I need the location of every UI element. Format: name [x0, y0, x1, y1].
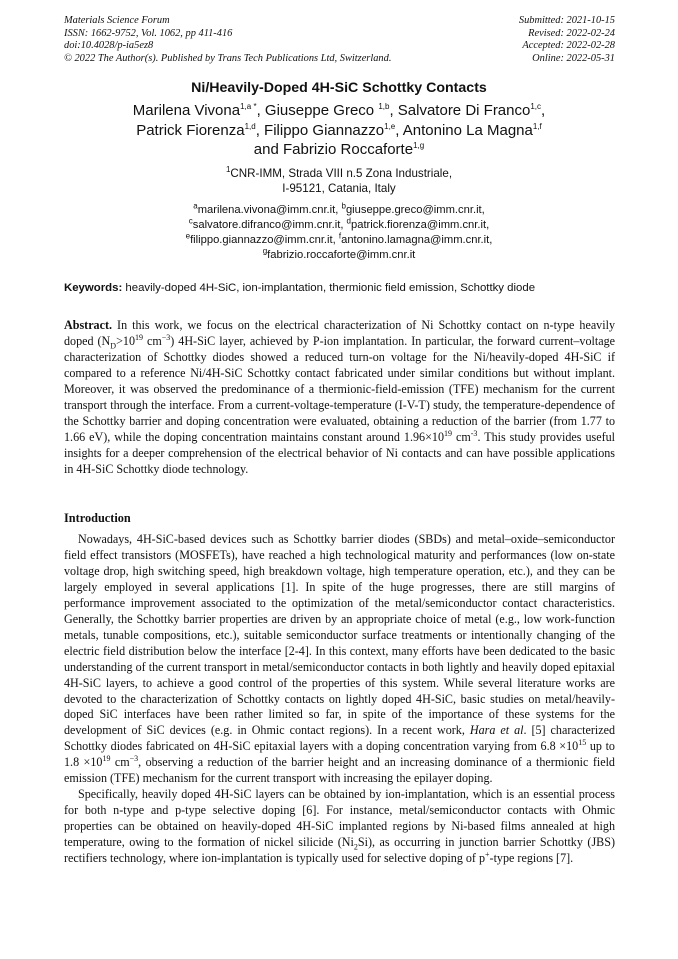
paragraph-text: Nowadays, 4H-SiC-based devices such as Schottky barrier diodes (SBDs) and metal–oxide–semiconductor field effect transistors (MOSFETs), have reached a high technological maturity and performances (low on-state voltage drop, high switching speed, high breakdown voltage, high temperature operation, etc.), and they can be largely employed in several applications [1]. In spite of the huge progresses, there are still margins of performance improvement associated to the optimization of the metal/semiconductor contact characteristics. Generally, the Schottky barrier properties are driven by an appropriate choice of metal (e.g., low work-function metals, tunable compositions, etc.), suitable semiconductor surface treatments or intentionally changing of the electric field distribution below the interface [2-4]. In this context, many efforts have been dedicated to the basic understanding of the current transport in metal/semiconductor contacts in both lightly and heavily doped epitaxial 4H-SiC layers, to achieve a good control of the properties of this system. While several literature works are devoted to the characterization of Schottky contacts on lightly doped 4H-SiC, basic studies on metal/heavily-doped SiC interfaces have been rather limited so far, in spite of the importance of these systems for the development of SiC devices (e.g. in Ohmic contact regions). In a recent work,: [64, 532, 615, 738]
email-link[interactable]: fabrizio.roccaforte@imm.cnr.it: [267, 248, 416, 261]
abstract-label: Abstract.: [64, 318, 113, 332]
email-mark: b: [341, 201, 346, 211]
keywords-label: Keywords:: [64, 282, 123, 294]
journal-issn: ISSN: 1662-9752, Vol. 1062, pp 411-416: [64, 27, 233, 39]
author-affiliation-mark: 1,c: [530, 102, 542, 111]
paragraph-text: up to 1.8 ×10: [64, 739, 615, 770]
abstract-text: . This study provides useful insights for a deeper comprehension of the electrical behavior of Ni contacts and can have possible applications in 4H-SiC Schottky diode technology.: [64, 429, 615, 476]
date-revised: Revised: 2022-02-24: [528, 27, 615, 39]
superscript: −3: [129, 754, 139, 764]
author-name: Salvatore Di Franco: [397, 102, 531, 119]
author-name: Marilena Vivona: [132, 102, 241, 119]
paragraph-text: cm: [110, 755, 130, 770]
email-mark: c: [188, 216, 193, 226]
paragraph-text: . [5] characterized Schottky diodes fabricated on 4H-SiC epitaxial layers with a doping concentration varying from 6.8 ×10: [64, 723, 615, 754]
author-name: Antonino La Magna: [402, 121, 533, 139]
author-affiliation-mark: 1,b: [378, 102, 390, 111]
keywords: [64, 282, 618, 294]
email-link[interactable]: giuseppe.greco@imm.cnr.it,: [345, 204, 485, 216]
author-name: Patrick Fiorenza: [136, 121, 245, 139]
subscript: 2: [353, 842, 358, 852]
email-mark: d: [346, 216, 351, 226]
date-accepted: Accepted: 2022-02-28: [522, 40, 615, 52]
copyright-line: © 2022 The Author(s). Published by Trans Tech Publications Ltd, Switzerland.: [64, 52, 392, 64]
author-affiliation-mark: 1,a *: [240, 102, 257, 111]
superscript: 19: [102, 754, 111, 764]
author-affiliation-mark: 1,e: [384, 121, 396, 131]
paper-title: Ni/Heavily-Doped 4H-SiC Schottky Contacts: [191, 80, 487, 96]
email-link[interactable]: antonino.lamagna@imm.cnr.it,: [341, 233, 493, 246]
subscript: D: [110, 341, 117, 351]
author-name: Giuseppe Greco: [264, 102, 379, 119]
email-mark: a: [193, 201, 198, 211]
email-list: [0, 203, 678, 263]
author-name: Filippo Giannazzo: [264, 121, 385, 139]
author-list: Marilena Vivona$^{1,a *}$, Giuseppe Greco $^{1,b}$, Salvatore Di Franco$^{1,c}$, Patrick Fiorenza$^{1,d}$, Filippo Giannazzo$^{1,e}$, Antonino La Magna$^{1,f}$ and Fabrizio Roccaforte$^{1,g}$: [132, 102, 546, 158]
email-link[interactable]: filippo.giannazzo@imm.cnr.it,: [190, 233, 339, 246]
journal-doi: doi:10.4028/p-ia5ez8: [64, 40, 154, 52]
section-heading: Introduction: [64, 511, 131, 525]
author-conjunction: and: [253, 141, 283, 158]
keywords-text: heavily-doped 4H-SiC, ion-implantation, thermionic field emission, Schottky diode: [122, 282, 536, 294]
journal-name: Materials Science Forum: [64, 15, 170, 26]
author-affiliation-mark: 1,f: [532, 121, 542, 131]
affiliation-mark: 1: [225, 165, 231, 175]
paragraph: [64, 532, 615, 787]
superscript: 19: [444, 428, 453, 438]
author-name: Fabrizio Roccaforte: [283, 141, 414, 158]
superscript: −3: [161, 332, 171, 342]
email-mark: e: [185, 231, 191, 241]
abstract-text: cm: [143, 333, 162, 348]
superscript: -3: [470, 428, 478, 438]
email-link[interactable]: marilena.vivona@imm.cnr.it,: [197, 204, 342, 216]
email-mark: f: [338, 231, 342, 241]
affiliation-line: I-95121, Catania, Italy: [282, 182, 396, 196]
superscript: 15: [578, 738, 587, 748]
paragraph-text: Si), as occurring in junction barrier Schottky (JBS) rectifiers technology, where ion-implantation is typically used for selective doping of p: [64, 835, 615, 866]
journal-info: [64, 15, 391, 65]
affiliation-line: CNR-IMM, Strada VIII n.5 Zona Industriale,: [230, 167, 453, 180]
email-link[interactable]: salvatore.difranco@imm.cnr.it,: [192, 218, 347, 231]
abstract-text: ) 4H-SiC layer, achieved by P-ion implantation. In particular, the forward current–voltage characterization of Schottky diodes showed a reduced turn-on voltage for the Ni/heavily-doped 4H-SiC if compared to a reference Ni/4H-SiC Schottky contact fabricated under similar conditions but without implant. Moreover, it was observed the predominance of a thermionic-field-emission (TFE) mechanism for the current transport through the interface. From a current-voltage-temperature (I-V-T) study, the temperature-dependence of the Schottky barrier and doping concentration were evaluated, obtaining a reduction of the barrier (from 1.77 to 1.66 eV), while the doping concentration maintains constant around 1.96×10: [64, 333, 615, 444]
paragraph-text: , observing a reduction of the barrier height and an increasing dominance of a thermionic field emission (TFE) mechanism for the current transport with increasing the epilayer doping.: [64, 755, 615, 786]
date-online: Online: 2022-05-31: [532, 52, 615, 64]
paragraph-text: Specifically, heavily doped 4H-SiC layers can be obtained by ion-implantation, which is an essential process for both n-type and p-type selective doping [6]. For instance, metal/semiconductor contacts with Ohmic properties can be obtained on heavily-doped 4H-SiC implanted regions by Ni-based films annealed at high temperature, owing to the formation of nickel silicide (Ni: [64, 787, 615, 850]
author-affiliation-mark: 1,g: [413, 141, 425, 150]
superscript: 19: [135, 332, 143, 342]
paragraph: [64, 787, 615, 867]
abstract-text: cm: [452, 429, 471, 444]
date-submitted: Submitted: 2021-10-15: [518, 15, 615, 26]
email-link[interactable]: patrick.fiorenza@imm.cnr.it,: [351, 218, 490, 231]
email-mark: g: [262, 245, 268, 255]
abstract-text: >10: [116, 333, 135, 348]
italic-text: Hara et al: [469, 723, 524, 738]
author-affiliation-mark: 1,d: [244, 121, 256, 131]
affiliation: [0, 166, 678, 196]
abstract-text: In this work, we focus on the electrical characterization of Ni Schottky contact on n-type heavily doped (N: [64, 318, 615, 348]
superscript: +: [485, 850, 490, 860]
abstract: [64, 318, 615, 478]
paragraph-text: -type regions [7].: [489, 851, 574, 866]
publication-dates: [519, 15, 615, 65]
introduction-body: [64, 532, 615, 867]
